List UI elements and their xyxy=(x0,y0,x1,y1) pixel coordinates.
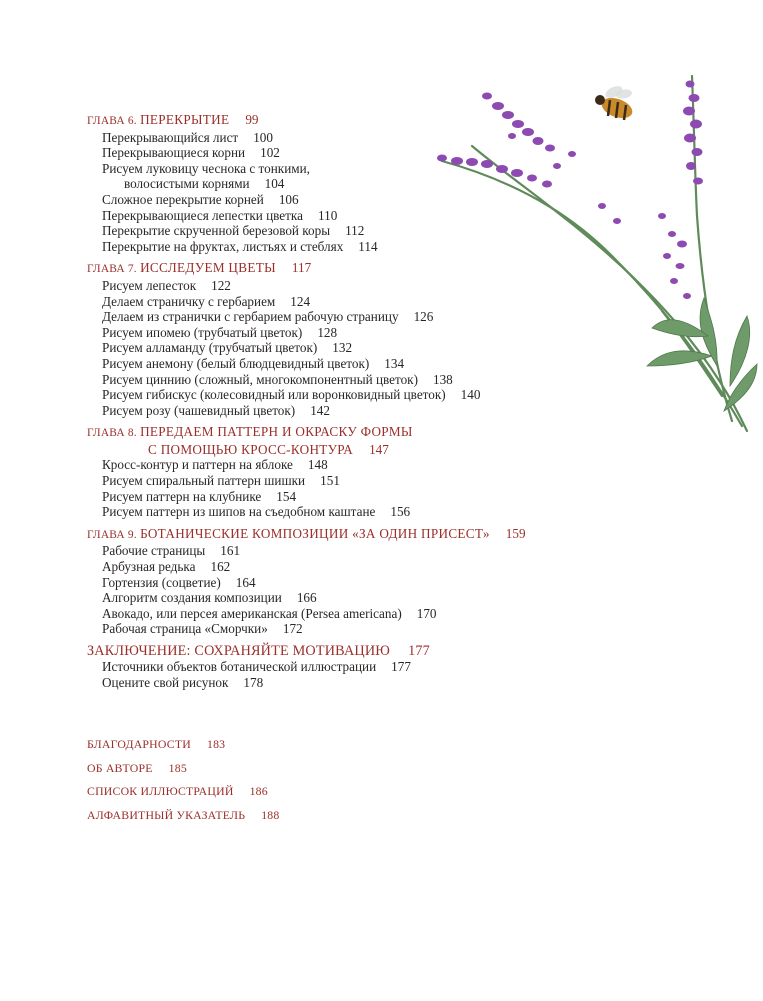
entry-title: Перекрытие на фруктах, листьях и стеблях xyxy=(102,238,344,254)
entry-title: Перекрывающиеся лепестки цветка xyxy=(102,207,303,223)
entry-title: Рабочие страницы xyxy=(102,543,206,559)
chapter-number: ГЛАВА 7. xyxy=(87,263,137,276)
lavender-leaves xyxy=(647,298,757,411)
conclusion-title: ЗАКЛЮЧЕНИЕ: СОХРАНЯЙТЕ МОТИВАЦИЮ xyxy=(87,643,391,659)
entry-page: 164 xyxy=(235,574,256,590)
back-matter-index[interactable] xyxy=(87,808,280,823)
entry-title: Перекрытие скрученной березовой коры xyxy=(102,223,331,239)
back-matter-page: 185 xyxy=(168,761,187,775)
back-matter-about-author[interactable] xyxy=(87,761,187,776)
entry-title: Оцените свой рисунок xyxy=(102,674,229,690)
entry-title: Перекрывающиеся корни xyxy=(102,145,246,161)
chapter-number: ГЛАВА 8. xyxy=(87,427,137,440)
chapter-title: БОТАНИЧЕСКИЕ КОМПОЗИЦИИ «ЗА ОДИН ПРИСЕСТ» xyxy=(140,525,490,541)
toc-entry[interactable] xyxy=(87,675,557,691)
entry-page: 172 xyxy=(282,621,303,637)
conclusion-section xyxy=(87,643,557,690)
chapter-title: ПЕРЕДАЕМ ПАТТЕРН И ОКРАСКУ ФОРМЫ xyxy=(140,424,413,440)
entry-title: Рабочая страница «Сморчки» xyxy=(102,621,268,637)
back-matter-title: БЛАГОДАРНОСТИ xyxy=(87,737,191,751)
back-matter-page: 186 xyxy=(249,784,268,798)
toc-entry[interactable] xyxy=(87,489,557,505)
back-matter-page: 188 xyxy=(261,808,280,822)
entry-title: Авокадо, или персея американская (Persea americana) xyxy=(102,605,402,621)
entry-page: 156 xyxy=(390,504,411,520)
entry-page: 138 xyxy=(432,371,453,387)
entry-page: 142 xyxy=(310,402,330,418)
toc-entry[interactable] xyxy=(87,543,557,559)
lavender-flowers xyxy=(437,81,703,300)
entry-page: 124 xyxy=(290,293,311,309)
entry-page: 132 xyxy=(332,340,353,356)
entry-title: Рисуем спиральный паттерн шишки xyxy=(102,473,306,489)
entry-title: Рисуем циннию (сложный, многокомпонентный цветок) xyxy=(102,371,418,387)
entry-title: Рисуем розу (чашевидный цветок) xyxy=(102,402,296,418)
toc-entry[interactable] xyxy=(87,473,557,489)
entry-page: 110 xyxy=(318,207,338,223)
entry-page: 106 xyxy=(278,191,299,207)
entry-page: 126 xyxy=(413,309,434,325)
chapter-title: ИССЛЕДУЕМ ЦВЕТЫ xyxy=(140,260,276,276)
entry-page: 104 xyxy=(264,176,285,192)
entry-page: 100 xyxy=(253,129,273,145)
entry-title: Гортензия (соцветие) xyxy=(102,574,221,590)
entry-page: 177 xyxy=(391,659,411,674)
entry-title: Рисуем паттерн из шипов на съедобном каштане xyxy=(102,504,376,520)
back-matter-acknowledgements[interactable] xyxy=(87,737,225,752)
entry-title-continued: волосистыми корнями xyxy=(124,176,250,192)
back-matter-title: ОБ АВТОРЕ xyxy=(87,761,153,775)
toc-entry[interactable] xyxy=(87,621,557,637)
lavender-bee-illustration xyxy=(412,66,762,446)
entry-title: Кросс-контур и паттерн на яблоке xyxy=(102,457,293,473)
toc-entry[interactable] xyxy=(87,606,557,622)
entry-title: Рисуем анемону (белый блюдцевидный цветок) xyxy=(102,355,370,371)
back-matter-illustrations[interactable] xyxy=(87,784,268,799)
toc-entry[interactable] xyxy=(87,575,557,591)
entry-page: 140 xyxy=(460,387,481,403)
chapter-number: ГЛАВА 9. xyxy=(87,528,137,541)
entry-page: 134 xyxy=(384,355,405,371)
entry-page: 162 xyxy=(210,559,231,575)
chapter-number: ГЛАВА 6. xyxy=(87,115,137,127)
toc-entry[interactable] xyxy=(87,659,557,675)
entry-title: Перекрывающийся лист xyxy=(102,129,239,145)
chapter-page: 159 xyxy=(505,525,526,541)
toc-entry[interactable] xyxy=(87,504,557,520)
entry-title: Сложное перекрытие корней xyxy=(102,191,264,207)
entry-title: Рисуем луковицу чеснока с тонкими, xyxy=(102,160,310,176)
conclusion-heading[interactable] xyxy=(87,643,557,659)
entry-page: 102 xyxy=(260,145,280,161)
chapter-heading[interactable] xyxy=(87,526,557,544)
entry-page: 154 xyxy=(276,488,297,504)
entry-title: Рисуем ипомею (трубчатый цветок) xyxy=(102,324,303,340)
entry-page: 114 xyxy=(358,238,378,254)
toc-entry[interactable] xyxy=(87,559,557,575)
back-matter-title: СПИСОК ИЛЛЮСТРАЦИЙ xyxy=(87,784,234,798)
entry-page: 166 xyxy=(296,590,317,606)
chapter-title: ПЕРЕКРЫТИЕ xyxy=(140,112,230,127)
entry-page: 148 xyxy=(307,457,328,473)
conclusion-page: 177 xyxy=(408,643,430,659)
entry-page: 122 xyxy=(211,277,231,293)
entry-title: Рисуем паттерн на клубнике xyxy=(102,488,262,504)
entry-title: Рисуем алламанду (трубчатый цветок) xyxy=(102,340,318,356)
back-matter-title: АЛФАВИТНЫЙ УКАЗАТЕЛЬ xyxy=(87,808,246,822)
toc-entry[interactable] xyxy=(87,590,557,606)
entry-page: 151 xyxy=(320,473,340,489)
toc-entry[interactable] xyxy=(87,457,557,473)
chapter-page: 147 xyxy=(369,441,389,457)
entry-title: Делаем страничку с гербарием xyxy=(102,293,276,309)
entry-title: Источники объектов ботанической иллюстрации xyxy=(102,659,377,674)
entry-title: Рисуем гибискус (колесовидный или воронковидный цветок) xyxy=(102,387,446,403)
lavender-stems xyxy=(442,76,747,431)
entry-page: 128 xyxy=(317,324,338,340)
entry-title: Алгоритм создания композиции xyxy=(102,590,282,606)
chapter-page: 117 xyxy=(291,260,312,276)
entry-title: Делаем из странички с гербарием рабочую страницу xyxy=(102,309,399,325)
chapter-title-continued: С ПОМОЩЬЮ КРОСС-КОНТУРА xyxy=(148,441,354,457)
chapter-9 xyxy=(87,526,557,637)
entry-page: 178 xyxy=(243,674,264,690)
entry-title: Арбузная редька xyxy=(102,559,196,575)
back-matter-page: 183 xyxy=(206,737,226,751)
chapter-page: 99 xyxy=(245,112,259,127)
entry-page: 112 xyxy=(345,223,365,239)
bee-icon xyxy=(595,84,635,122)
entry-title: Рисуем лепесток xyxy=(102,277,197,293)
entry-page: 170 xyxy=(416,605,437,621)
entry-page: 161 xyxy=(220,543,241,559)
